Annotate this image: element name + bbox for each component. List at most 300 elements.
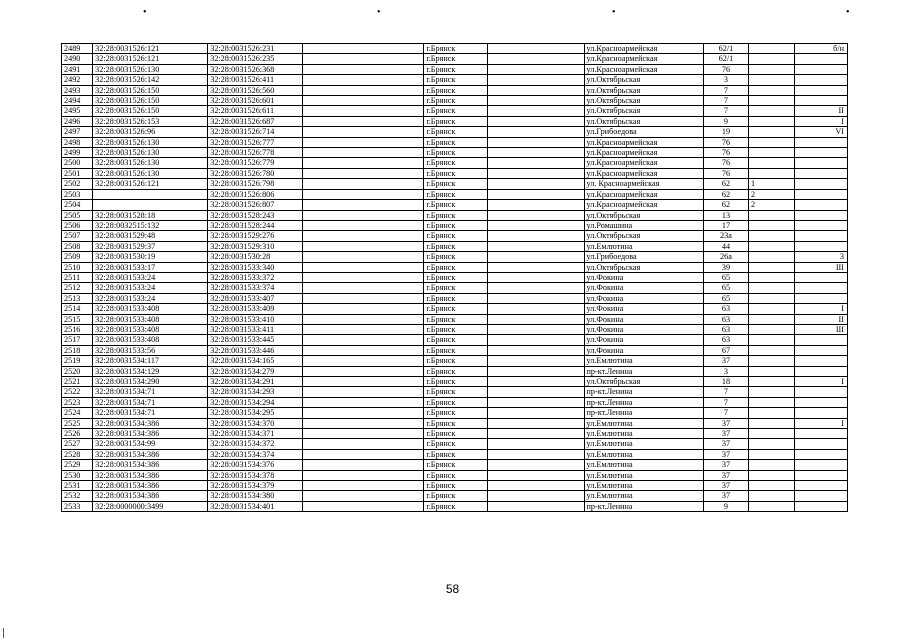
cell-premises: [795, 96, 848, 106]
table-row: [62, 127, 848, 137]
cell-cadastral-object: 32:28:0031533:407: [208, 293, 303, 303]
cell-city: г.Брянск: [424, 335, 487, 345]
cell-cadastral-object: 32:28:0031526:714: [208, 127, 303, 137]
cell-building: [749, 418, 795, 428]
cell-empty: [302, 366, 424, 376]
cell-city: г.Брянск: [424, 200, 487, 210]
cell-street: ул.Фокина: [584, 324, 703, 334]
table-row: [62, 449, 848, 459]
cell-building: [749, 377, 795, 387]
cell-street: ул.Фокина: [584, 335, 703, 345]
cell-cadastral-object: 32:28:0031534:379: [208, 481, 303, 491]
cell-building: [749, 470, 795, 480]
cell-cadastral-object: 32:28:0031534:376: [208, 460, 303, 470]
cell-number: 2517: [62, 335, 93, 345]
cell-street: ул.Емлютина: [584, 449, 703, 459]
cell-street: ул.Фокина: [584, 283, 703, 293]
cell-city: г.Брянск: [424, 158, 487, 168]
cell-house: 37: [703, 356, 748, 366]
cell-premises: [795, 429, 848, 439]
cell-empty: [302, 158, 424, 168]
cell-premises: I: [795, 116, 848, 126]
cell-empty: [302, 439, 424, 449]
cell-empty: [487, 158, 584, 168]
cell-building: [749, 283, 795, 293]
cell-empty: [487, 439, 584, 449]
cell-cadastral-object: 32:28:0031533:409: [208, 304, 303, 314]
table-row: [62, 429, 848, 439]
cell-empty: [487, 481, 584, 491]
table-row: [62, 210, 848, 220]
cell-building: [749, 408, 795, 418]
scan-dots: [0, 8, 905, 18]
cell-cadastral-object: 32:28:0031534:294: [208, 397, 303, 407]
cell-cadastral-parcel: 32:28:0031533:24: [93, 283, 208, 293]
table-row: [62, 272, 848, 282]
table-row: [62, 481, 848, 491]
cell-premises: [795, 460, 848, 470]
cell-building: [749, 96, 795, 106]
cell-cadastral-parcel: 32:28:0032515:132: [93, 220, 208, 230]
cell-cadastral-parcel: 32:28:0031534:386: [93, 418, 208, 428]
table-row: [62, 283, 848, 293]
cell-house: 17: [703, 220, 748, 230]
cell-cadastral-parcel: 32:28:0031530:19: [93, 252, 208, 262]
cell-empty: [487, 54, 584, 64]
cell-number: 2497: [62, 127, 93, 137]
cell-cadastral-object: 32:28:0031526:780: [208, 168, 303, 178]
cell-premises: [795, 366, 848, 376]
cell-street: ул.Ромашина: [584, 220, 703, 230]
cell-cadastral-object: 32:28:0031526:560: [208, 85, 303, 95]
cell-premises: [795, 64, 848, 74]
cell-cadastral-object: 32:28:0031526:778: [208, 148, 303, 158]
cell-premises: II: [795, 314, 848, 324]
cell-premises: 3: [795, 252, 848, 262]
cell-cadastral-object: 32:28:0031529:276: [208, 231, 303, 241]
cell-empty: [487, 387, 584, 397]
cell-number: 2530: [62, 470, 93, 480]
cell-empty: [302, 168, 424, 178]
page-number: 58: [445, 582, 460, 596]
table-row: [62, 460, 848, 470]
cell-cadastral-parcel: 32:28:0031533:24: [93, 272, 208, 282]
cell-empty: [487, 241, 584, 251]
cell-building: [749, 491, 795, 501]
cell-number: 2532: [62, 491, 93, 501]
cell-building: [749, 168, 795, 178]
cell-building: [749, 231, 795, 241]
cell-city: г.Брянск: [424, 85, 487, 95]
cell-cadastral-object: 32:28:0031534:371: [208, 429, 303, 439]
cell-empty: [487, 200, 584, 210]
table-row: [62, 397, 848, 407]
cell-empty: [302, 418, 424, 428]
cell-house: 3: [703, 75, 748, 85]
cell-empty: [302, 127, 424, 137]
cell-premises: I: [795, 377, 848, 387]
cell-number: 2518: [62, 345, 93, 355]
cell-number: 2520: [62, 366, 93, 376]
cell-number: 2529: [62, 460, 93, 470]
table-row: [62, 366, 848, 376]
cell-number: 2531: [62, 481, 93, 491]
cell-city: г.Брянск: [424, 44, 487, 54]
cell-house: 9: [703, 501, 748, 511]
cell-city: г.Брянск: [424, 481, 487, 491]
table-body: [62, 44, 848, 512]
cell-building: [749, 366, 795, 376]
cell-premises: III: [795, 324, 848, 334]
cell-empty: [302, 304, 424, 314]
cell-street: ул.Емлютина: [584, 439, 703, 449]
table-row: [62, 304, 848, 314]
cell-number: 2508: [62, 241, 93, 251]
cell-empty: [487, 75, 584, 85]
cell-cadastral-parcel: 32:28:0031526:121: [93, 179, 208, 189]
cell-empty: [302, 220, 424, 230]
table-row: [62, 241, 848, 251]
cell-cadastral-parcel: 32:28:0031534:386: [93, 470, 208, 480]
cell-empty: [302, 241, 424, 251]
cell-city: г.Брянск: [424, 304, 487, 314]
cell-cadastral-parcel: 32:28:0031528:18: [93, 210, 208, 220]
cell-number: 2498: [62, 137, 93, 147]
cell-city: г.Брянск: [424, 283, 487, 293]
table-row: [62, 96, 848, 106]
table-row: [62, 200, 848, 210]
cell-cadastral-parcel: 32:28:0031526:121: [93, 54, 208, 64]
cell-street: ул.Октябрьская: [584, 210, 703, 220]
cell-street: ул.Грибоедова: [584, 127, 703, 137]
cell-number: 2489: [62, 44, 93, 54]
cell-street: ул.Красноармейская: [584, 168, 703, 178]
cell-number: 2491: [62, 64, 93, 74]
cell-city: г.Брянск: [424, 418, 487, 428]
cell-cadastral-object: 32:28:0031526:798: [208, 179, 303, 189]
cell-house: 37: [703, 481, 748, 491]
cell-empty: [487, 408, 584, 418]
cell-number: 2500: [62, 158, 93, 168]
cell-house: 7: [703, 397, 748, 407]
cell-premises: [795, 137, 848, 147]
cell-cadastral-object: 32:28:0031534:293: [208, 387, 303, 397]
cell-empty: [487, 449, 584, 459]
cell-city: г.Брянск: [424, 470, 487, 480]
cell-building: [749, 293, 795, 303]
cell-cadastral-object: 32:28:0031534:279: [208, 366, 303, 376]
cell-empty: [487, 96, 584, 106]
cell-street: ул.Емлютина: [584, 481, 703, 491]
cell-cadastral-object: 32:28:0031533:410: [208, 314, 303, 324]
table-row: [62, 293, 848, 303]
cell-premises: [795, 54, 848, 64]
cell-city: г.Брянск: [424, 64, 487, 74]
cell-cadastral-object: 32:28:0031526:806: [208, 189, 303, 199]
cell-number: 2524: [62, 408, 93, 418]
cell-cadastral-parcel: 32:28:0031534:386: [93, 429, 208, 439]
cell-premises: [795, 189, 848, 199]
cell-cadastral-parcel: 32:28:0000000:3499: [93, 501, 208, 511]
cell-street: ул.Фокина: [584, 272, 703, 282]
table-row: [62, 75, 848, 85]
cell-street: ул.Фокина: [584, 345, 703, 355]
cell-cadastral-object: 32:28:0031526:235: [208, 54, 303, 64]
cell-street: ул.Октябрьская: [584, 262, 703, 272]
cell-number: 2523: [62, 397, 93, 407]
cell-empty: [487, 220, 584, 230]
cell-premises: [795, 335, 848, 345]
table-row: [62, 106, 848, 116]
cell-city: г.Брянск: [424, 179, 487, 189]
cell-premises: [795, 283, 848, 293]
cell-cadastral-parcel: 32:28:0031534:386: [93, 491, 208, 501]
cell-building: [749, 460, 795, 470]
cell-empty: [487, 501, 584, 511]
cell-city: г.Брянск: [424, 148, 487, 158]
cell-empty: [302, 148, 424, 158]
cell-house: 19: [703, 127, 748, 137]
table-row: [62, 408, 848, 418]
cell-empty: [487, 470, 584, 480]
cell-building: [749, 304, 795, 314]
cell-house: 76: [703, 137, 748, 147]
cell-empty: [302, 377, 424, 387]
cell-empty: [302, 397, 424, 407]
cell-number: 2513: [62, 293, 93, 303]
cell-number: 2509: [62, 252, 93, 262]
cell-cadastral-object: 32:28:0031534:372: [208, 439, 303, 449]
cell-cadastral-object: 32:28:0031526:368: [208, 64, 303, 74]
cell-premises: [795, 501, 848, 511]
cell-cadastral-object: 32:28:0031530:28: [208, 252, 303, 262]
cell-empty: [487, 366, 584, 376]
cell-premises: [795, 158, 848, 168]
cell-house: 62: [703, 179, 748, 189]
cell-empty: [302, 314, 424, 324]
cell-cadastral-parcel: 32:28:0031526:130: [93, 148, 208, 158]
cell-street: ул.Красноармейская: [584, 200, 703, 210]
table-row: [62, 64, 848, 74]
cell-city: г.Брянск: [424, 356, 487, 366]
cell-cadastral-parcel: 32:28:0031526:121: [93, 44, 208, 54]
cell-premises: [795, 439, 848, 449]
cell-street: ул.Октябрьская: [584, 75, 703, 85]
cell-building: [749, 64, 795, 74]
cell-house: 76: [703, 158, 748, 168]
cell-building: [749, 449, 795, 459]
cell-cadastral-object: 32:28:0031533:411: [208, 324, 303, 334]
table-row: [62, 345, 848, 355]
cell-street: ул.Красноармейская: [584, 44, 703, 54]
cell-house: 7: [703, 408, 748, 418]
cell-city: г.Брянск: [424, 54, 487, 64]
cell-street: пр-кт.Ленина: [584, 397, 703, 407]
cell-building: 1: [749, 179, 795, 189]
cell-cadastral-object: 32:28:0031526:601: [208, 96, 303, 106]
cell-empty: [487, 262, 584, 272]
cell-cadastral-object: 32:28:0031534:370: [208, 418, 303, 428]
cell-building: [749, 210, 795, 220]
cell-street: пр-кт.Ленина: [584, 366, 703, 376]
cell-cadastral-object: 32:28:0031526:231: [208, 44, 303, 54]
table-row: [62, 439, 848, 449]
cell-cadastral-parcel: 32:28:0031534:71: [93, 397, 208, 407]
cell-house: 37: [703, 470, 748, 480]
cell-cadastral-parcel: 32:28:0031534:290: [93, 377, 208, 387]
cell-cadastral-object: 32:28:0031528:243: [208, 210, 303, 220]
cell-city: г.Брянск: [424, 189, 487, 199]
cell-cadastral-object: 32:28:0031534:291: [208, 377, 303, 387]
cell-city: г.Брянск: [424, 377, 487, 387]
cell-cadastral-object: 32:28:0031533:374: [208, 283, 303, 293]
cell-empty: [302, 85, 424, 95]
cell-city: г.Брянск: [424, 262, 487, 272]
cell-cadastral-parcel: 32:28:0031533:56: [93, 345, 208, 355]
cell-street: ул.Емлютина: [584, 429, 703, 439]
cell-empty: [487, 210, 584, 220]
cell-number: 2496: [62, 116, 93, 126]
margin-mark: [3, 628, 4, 638]
cell-street: пр-кт.Ленина: [584, 408, 703, 418]
cell-street: пр-кт.Ленина: [584, 387, 703, 397]
cell-city: г.Брянск: [424, 210, 487, 220]
table-row: [62, 387, 848, 397]
cell-street: ул.Фокина: [584, 293, 703, 303]
cell-cadastral-parcel: 32:28:0031534:99: [93, 439, 208, 449]
cell-city: г.Брянск: [424, 408, 487, 418]
cell-street: ул.Емлютина: [584, 470, 703, 480]
cell-empty: [302, 387, 424, 397]
cell-empty: [302, 189, 424, 199]
cell-street: ул.Емлютина: [584, 418, 703, 428]
cell-premises: VI: [795, 127, 848, 137]
cell-house: 18: [703, 377, 748, 387]
cell-empty: [302, 210, 424, 220]
cell-house: 62/1: [703, 54, 748, 64]
cell-empty: [302, 44, 424, 54]
cell-building: [749, 158, 795, 168]
cell-cadastral-object: 32:28:0031534:378: [208, 470, 303, 480]
cell-building: [749, 501, 795, 511]
cell-street: ул.Октябрьская: [584, 85, 703, 95]
cell-city: г.Брянск: [424, 168, 487, 178]
cell-street: ул.Красноармейская: [584, 158, 703, 168]
cell-house: 63: [703, 324, 748, 334]
cell-premises: [795, 491, 848, 501]
cell-cadastral-parcel: 32:28:0031534:386: [93, 449, 208, 459]
cell-empty: [487, 418, 584, 428]
cell-empty: [487, 64, 584, 74]
cell-number: 2494: [62, 96, 93, 106]
cell-cadastral-object: 32:28:0031528:244: [208, 220, 303, 230]
cell-cadastral-parcel: 32:28:0031533:24: [93, 293, 208, 303]
cell-number: 2514: [62, 304, 93, 314]
cell-premises: [795, 272, 848, 282]
table-row: [62, 491, 848, 501]
cell-empty: [302, 293, 424, 303]
table-row: [62, 137, 848, 147]
cell-city: г.Брянск: [424, 314, 487, 324]
table-row: [62, 148, 848, 158]
cell-number: 2501: [62, 168, 93, 178]
table-row: [62, 356, 848, 366]
cell-premises: I: [795, 304, 848, 314]
cell-house: 39: [703, 262, 748, 272]
cell-city: г.Брянск: [424, 116, 487, 126]
cell-city: г.Брянск: [424, 460, 487, 470]
cell-premises: [795, 75, 848, 85]
cell-empty: [302, 356, 424, 366]
cell-empty: [302, 335, 424, 345]
cell-number: 2502: [62, 179, 93, 189]
cell-city: г.Брянск: [424, 429, 487, 439]
cell-empty: [302, 460, 424, 470]
cell-cadastral-parcel: 32:28:0031534:71: [93, 408, 208, 418]
cell-street: ул.Грибоедова: [584, 252, 703, 262]
cell-cadastral-parcel: 32:28:0031534:117: [93, 356, 208, 366]
cell-house: 37: [703, 439, 748, 449]
cell-empty: [302, 75, 424, 85]
cell-cadastral-object: 32:28:0031533:445: [208, 335, 303, 345]
cell-house: 44: [703, 241, 748, 251]
cell-premises: [795, 356, 848, 366]
cell-city: г.Брянск: [424, 75, 487, 85]
cell-cadastral-parcel: [93, 200, 208, 210]
cell-street: ул.Красноармейская: [584, 148, 703, 158]
table-row: [62, 158, 848, 168]
cell-street: ул.Октябрьская: [584, 377, 703, 387]
cell-cadastral-parcel: 32:28:0031534:386: [93, 481, 208, 491]
cell-house: 7: [703, 85, 748, 95]
cell-empty: [487, 168, 584, 178]
cell-cadastral-parcel: 32:28:0031533:408: [93, 324, 208, 334]
table-row: [62, 377, 848, 387]
cell-empty: [487, 335, 584, 345]
cell-premises: [795, 231, 848, 241]
cell-number: 2512: [62, 283, 93, 293]
cell-number: 2490: [62, 54, 93, 64]
cell-city: г.Брянск: [424, 241, 487, 251]
table-row: [62, 262, 848, 272]
cell-empty: [302, 324, 424, 334]
cell-street: ул. Красноармейская: [584, 179, 703, 189]
cell-number: 2511: [62, 272, 93, 282]
cell-city: г.Брянск: [424, 137, 487, 147]
cell-empty: [302, 64, 424, 74]
cell-empty: [487, 137, 584, 147]
cell-house: 76: [703, 148, 748, 158]
table-row: [62, 324, 848, 334]
cell-premises: [795, 148, 848, 158]
cell-house: 62: [703, 200, 748, 210]
cell-premises: [795, 345, 848, 355]
cell-empty: [487, 106, 584, 116]
cell-premises: [795, 85, 848, 95]
cell-cadastral-parcel: 32:28:0031533:408: [93, 335, 208, 345]
cell-cadastral-parcel: 32:28:0031526:130: [93, 158, 208, 168]
table-row: [62, 168, 848, 178]
cell-empty: [302, 200, 424, 210]
cell-empty: [487, 272, 584, 282]
cell-empty: [487, 283, 584, 293]
cell-number: 2533: [62, 501, 93, 511]
cell-city: г.Брянск: [424, 501, 487, 511]
cell-street: пр-кт.Ленина: [584, 501, 703, 511]
cell-city: г.Брянск: [424, 449, 487, 459]
cell-building: [749, 44, 795, 54]
cell-premises: [795, 408, 848, 418]
